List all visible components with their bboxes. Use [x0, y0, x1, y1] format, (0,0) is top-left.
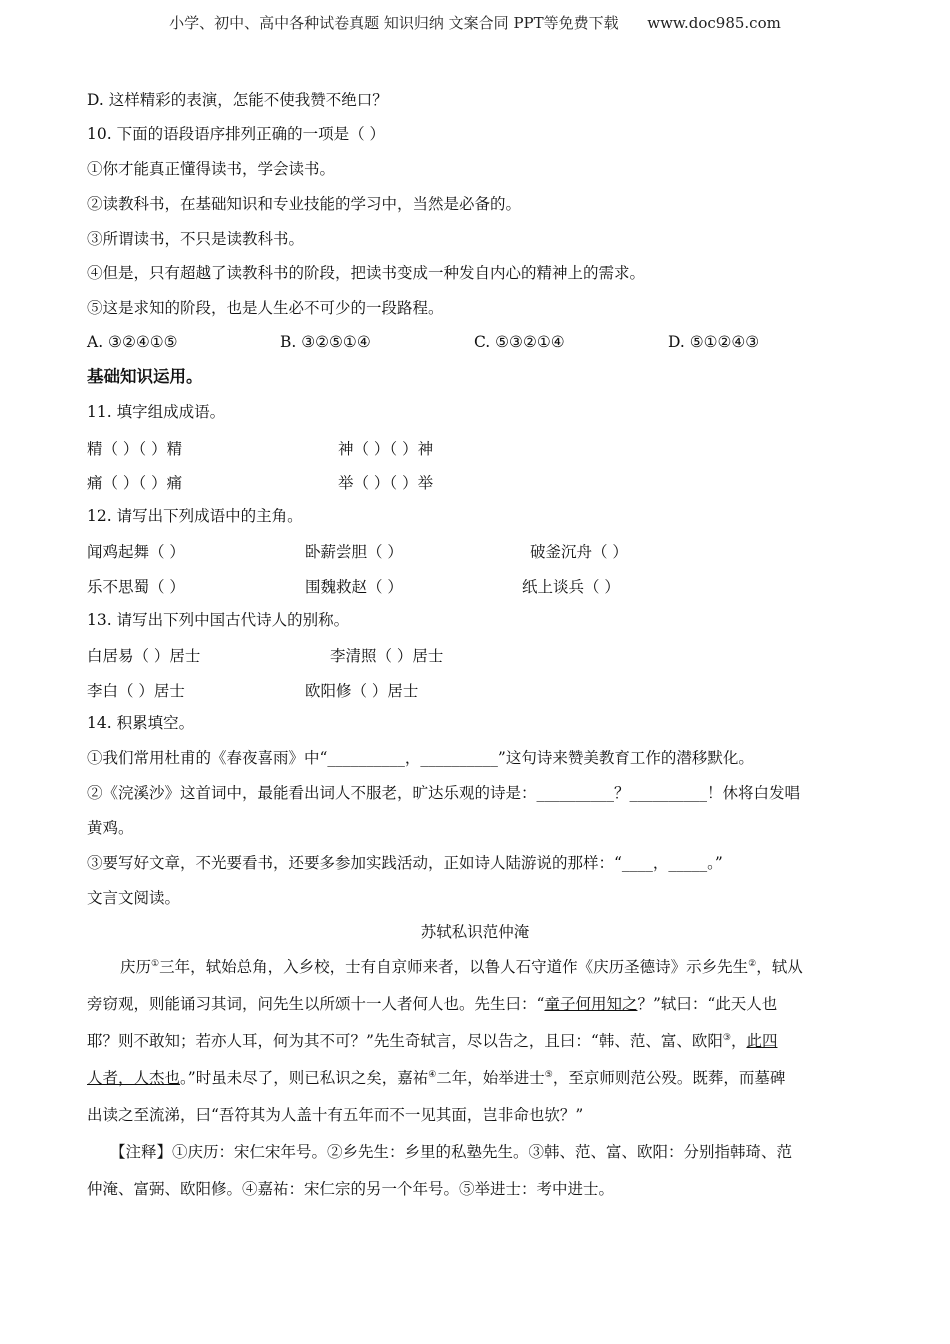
q12-item: 乐不思蜀（ ） [87, 578, 185, 596]
q10-stem: 10. 下面的语段语序排列正确的一项是（ ） [87, 125, 386, 143]
q14-stem: 14. 积累填空。 [87, 714, 195, 732]
q10-option-c: C. ⑤③②①④ [474, 333, 565, 351]
q12-item: 卧薪尝胆（ ） [305, 543, 403, 561]
q13-item: 欧阳修（ ）居士 [305, 682, 419, 700]
q10-item: ③所谓读书，不只是读教科书。 [87, 230, 305, 248]
q10-item: ④但是，只有超越了读教科书的阶段，把读书变成一种发自内心的精神上的需求。 [87, 264, 646, 282]
q10-item: ①你才能真正懂得读书，学会读书。 [87, 160, 336, 178]
q11-idiom-blank: 精（ ）（ ）精 [87, 440, 183, 458]
page-header: 小学、初中、高中各种试卷真题 知识归纳 文案合同 PPT等免费下载 www.doc985.com [169, 14, 781, 32]
q11-idiom-blank: 举（ ）（ ）举 [338, 474, 434, 492]
q13-item: 李白（ ）居士 [87, 682, 185, 700]
q13-item: 李清照（ ）居士 [330, 647, 444, 665]
q13-stem: 13. 请写出下列中国古代诗人的别称。 [87, 611, 350, 629]
q14-line: 黄鸡。 [87, 819, 134, 837]
passage-line: 旁窃观，则能诵习其词，问先生以所颂十一人者何人也。先生曰：“童子何用知之？”轼曰：“此天人也 [87, 995, 778, 1013]
q11-idiom-blank: 神（ ）（ ）神 [338, 440, 434, 458]
q11-idiom-blank: 痛（ ）（ ）痛 [87, 474, 183, 492]
q12-item: 破釜沉舟（ ） [530, 543, 628, 561]
passage-title: 苏轼私识范仲淹 [420, 923, 530, 941]
passage-line: 人者，人杰也。”时虽未尽了，则已私识之矣，嘉祐④二年，始举进士⑤，至京师则范公殁。既葬，而墓碑 [87, 1069, 786, 1087]
passage-notes: 仲淹、富弼、欧阳修。④嘉祐：宋仁宗的另一个年号。⑤举进士：考中进士。 [87, 1180, 615, 1198]
q10-option-b: B. ③②⑤①④ [280, 333, 371, 351]
section-title: 基础知识运用。 [87, 367, 203, 386]
q12-item: 围魏救赵（ ） [305, 578, 403, 596]
q13-item: 白居易（ ）居士 [87, 647, 201, 665]
q14-line: ②《浣溪沙》这首词中，最能看出词人不服老，旷达乐观的诗是：__________？__________！休将白发唱 [87, 784, 801, 802]
q14-line: ③要写好文章，不光要看书，还要多参加实践活动，正如诗人陆游说的那样：“____，_____。” [87, 854, 723, 872]
q12-stem: 12. 请写出下列成语中的主角。 [87, 507, 303, 525]
passage-notes: 【注释】①庆历：宋仁宋年号。②乡先生：乡里的私塾先生。③韩、范、富、欧阳：分别指韩琦、范 [110, 1143, 793, 1161]
reading-label: 文言文阅读。 [87, 889, 181, 907]
q14-line: ①我们常用杜甫的《春夜喜雨》中“__________，__________”这句诗来赞美教育工作的潜移默化。 [87, 749, 754, 767]
passage-line: 庆历①三年，轼始总角，入乡校，士有自京师来者，以鲁人石守道作《庆历圣德诗》示乡先生②，轼从 [120, 958, 803, 976]
q9-option-d: D. 这样精彩的表演，怎能不使我赞不绝口？ [87, 91, 388, 109]
passage-line: 出读之至流涕，曰“吾符其为人盖十有五年而不一见其面，岂非命也欤？” [87, 1106, 584, 1124]
q10-item: ②读教科书，在基础知识和专业技能的学习中，当然是必备的。 [87, 195, 522, 213]
q12-item: 闻鸡起舞（ ） [87, 543, 185, 561]
q10-item: ⑤这是求知的阶段，也是人生必不可少的一段路程。 [87, 299, 444, 317]
q10-option-a: A. ③②④①⑤ [87, 333, 178, 351]
q11-stem: 11. 填字组成成语。 [87, 403, 226, 421]
q10-option-d: D. ⑤①②④③ [668, 333, 760, 351]
passage-line: 耶？则不敢知；若亦人耳，何为其不可？”先生奇轼言，尽以告之，且曰：“韩、范、富、欧阳③，此四 [87, 1032, 778, 1050]
q12-item: 纸上谈兵（ ） [522, 578, 620, 596]
